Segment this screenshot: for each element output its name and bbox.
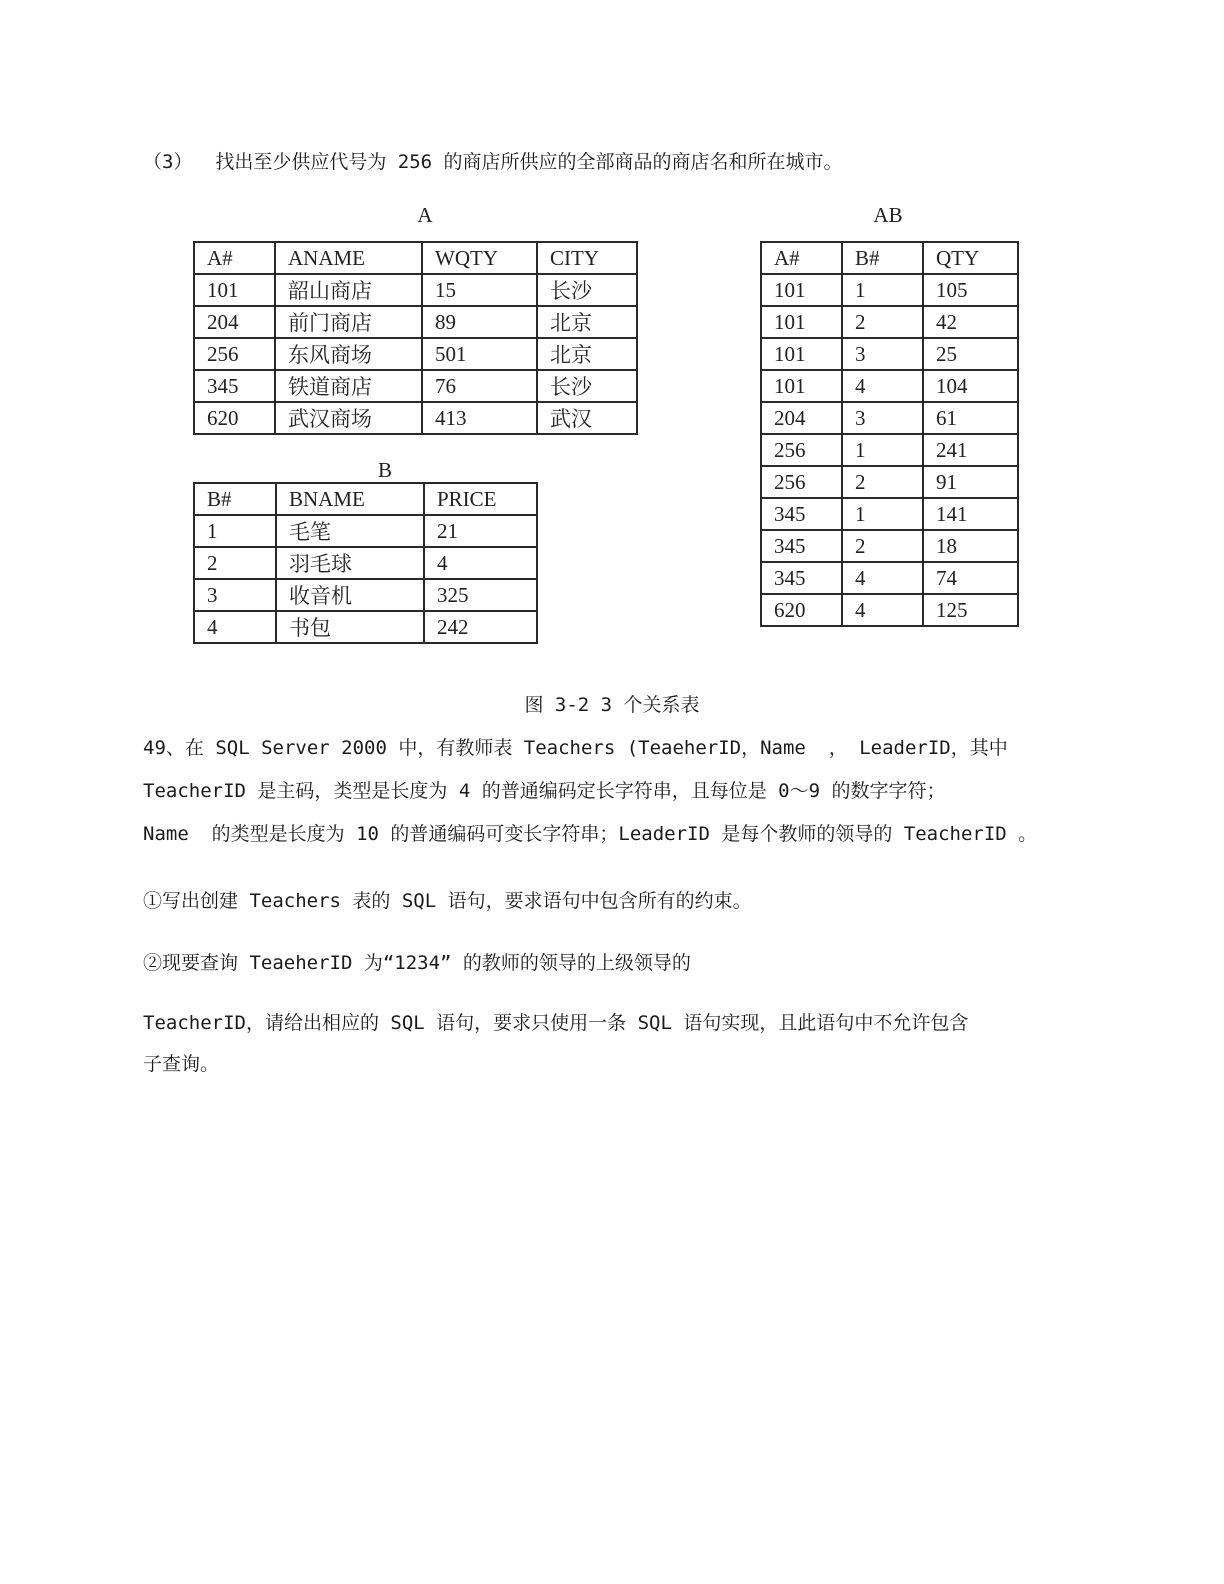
table-a (193, 241, 638, 435)
q49-line-3: Name 的类型是长度为 10 的普通编码可变长字符串；LeaderID 是每个教师的领导的 TeacherID 。 (143, 823, 1038, 845)
table-cell: 620 (761, 594, 842, 626)
question-3-text: （3） 找出至少供应代号为 256 的商店所供应的全部商品的商店名和所在城市。 (143, 151, 843, 173)
table-row (194, 370, 637, 402)
table-cell: 241 (923, 434, 1018, 466)
table-cell: 61 (923, 402, 1018, 434)
table-cell: 242 (424, 611, 537, 643)
table-row (194, 515, 537, 547)
table-cell: 3 (194, 579, 276, 611)
table-row (194, 338, 637, 370)
table-row (761, 306, 1018, 338)
q49-part-2-line-1: ②现要查询 TeaeherID 为“1234” 的教师的领导的上级领导的 (143, 952, 691, 974)
table-cell: 89 (422, 306, 537, 338)
table-cell: 76 (422, 370, 537, 402)
table-cell: 长沙 (537, 370, 637, 402)
header-cell: WQTY (422, 242, 537, 274)
table-b (193, 482, 538, 644)
table-a-title: A (417, 203, 433, 227)
table-cell: 21 (424, 515, 537, 547)
table-cell: 4 (842, 594, 923, 626)
table-cell: 345 (761, 530, 842, 562)
table-row (194, 579, 537, 611)
table-cell: 18 (923, 530, 1018, 562)
table-cell: 毛笔 (276, 515, 424, 547)
table-cell: 74 (923, 562, 1018, 594)
table-cell: 345 (194, 370, 275, 402)
table-row (761, 370, 1018, 402)
table-cell: 羽毛球 (276, 547, 424, 579)
table-cell: 东风商场 (275, 338, 422, 370)
table-cell: 4 (842, 562, 923, 594)
table-row (761, 338, 1018, 370)
header-cell: PRICE (424, 483, 537, 515)
header-cell: B# (194, 483, 276, 515)
table-cell: 北京 (537, 306, 637, 338)
table-cell: 125 (923, 594, 1018, 626)
header-cell: QTY (923, 242, 1018, 274)
table-row (761, 274, 1018, 306)
table-cell: 620 (194, 402, 275, 434)
figure-caption: 图 3-2 3 个关系表 (524, 694, 700, 716)
table-cell: 501 (422, 338, 537, 370)
table-row (194, 306, 637, 338)
table-cell: 345 (761, 562, 842, 594)
table-cell: 105 (923, 274, 1018, 306)
table-cell: 书包 (276, 611, 424, 643)
q49-part-1: ①写出创建 Teachers 表的 SQL 语句，要求语句中包含所有的约束。 (143, 890, 752, 912)
table-cell: 长沙 (537, 274, 637, 306)
table-cell: 武汉 (537, 402, 637, 434)
table-cell: 收音机 (276, 579, 424, 611)
table-cell: 101 (761, 370, 842, 402)
table-cell: 4 (424, 547, 537, 579)
table-cell: 1 (842, 274, 923, 306)
table-header-row (194, 242, 637, 274)
table-row (761, 498, 1018, 530)
table-cell: 204 (761, 402, 842, 434)
q49-line-2: TeacherID 是主码，类型是长度为 4 的普通编码定长字符串，且每位是 0～9 的数字字符； (143, 780, 946, 802)
table-cell: 256 (194, 338, 275, 370)
table-row (194, 274, 637, 306)
table-cell: 101 (761, 306, 842, 338)
table-ab-title: AB (873, 203, 903, 227)
table-cell: 15 (422, 274, 537, 306)
table-row (194, 547, 537, 579)
header-cell: B# (842, 242, 923, 274)
table-cell: 武汉商场 (275, 402, 422, 434)
header-cell: A# (761, 242, 842, 274)
table-cell: 101 (194, 274, 275, 306)
table-row (761, 434, 1018, 466)
table-cell: 2 (842, 306, 923, 338)
table-cell: 141 (923, 498, 1018, 530)
table-cell: 1 (194, 515, 276, 547)
table-cell: 铁道商店 (275, 370, 422, 402)
table-row (761, 530, 1018, 562)
table-cell: 2 (842, 466, 923, 498)
q49-part-2-line-2: TeacherID，请给出相应的 SQL 语句，要求只使用一条 SQL 语句实现，且此语句中不允许包含 (143, 1012, 969, 1034)
table-cell: 256 (761, 434, 842, 466)
table-cell: 104 (923, 370, 1018, 402)
table-cell: 2 (194, 547, 276, 579)
table-cell: 325 (424, 579, 537, 611)
header-cell: ANAME (275, 242, 422, 274)
table-cell: 前门商店 (275, 306, 422, 338)
table-row (761, 466, 1018, 498)
header-cell: CITY (537, 242, 637, 274)
table-header-row (761, 242, 1018, 274)
table-row (194, 611, 537, 643)
table-cell: 4 (842, 370, 923, 402)
table-cell: 101 (761, 338, 842, 370)
table-cell: 91 (923, 466, 1018, 498)
table-cell: 3 (842, 338, 923, 370)
table-ab (760, 241, 1019, 627)
table-cell: 101 (761, 274, 842, 306)
table-cell: 4 (194, 611, 276, 643)
q49-line-1: 49、在 SQL Server 2000 中，有教师表 Teachers (TeaeherID，Name ， LeaderID，其中 (143, 737, 1008, 759)
table-cell: 1 (842, 498, 923, 530)
table-cell: 345 (761, 498, 842, 530)
table-row (761, 402, 1018, 434)
table-row (194, 402, 637, 434)
table-row (761, 594, 1018, 626)
table-cell: 256 (761, 466, 842, 498)
table-cell: 1 (842, 434, 923, 466)
header-cell: A# (194, 242, 275, 274)
table-cell: 25 (923, 338, 1018, 370)
table-cell: 42 (923, 306, 1018, 338)
table-header-row (194, 483, 537, 515)
table-b-title: B (377, 458, 392, 482)
table-cell: 413 (422, 402, 537, 434)
header-cell: BNAME (276, 483, 424, 515)
q49-part-2-line-3: 子查询。 (143, 1053, 220, 1075)
table-cell: 北京 (537, 338, 637, 370)
table-cell: 2 (842, 530, 923, 562)
table-row (761, 562, 1018, 594)
table-cell: 韶山商店 (275, 274, 422, 306)
table-cell: 204 (194, 306, 275, 338)
table-cell: 3 (842, 402, 923, 434)
